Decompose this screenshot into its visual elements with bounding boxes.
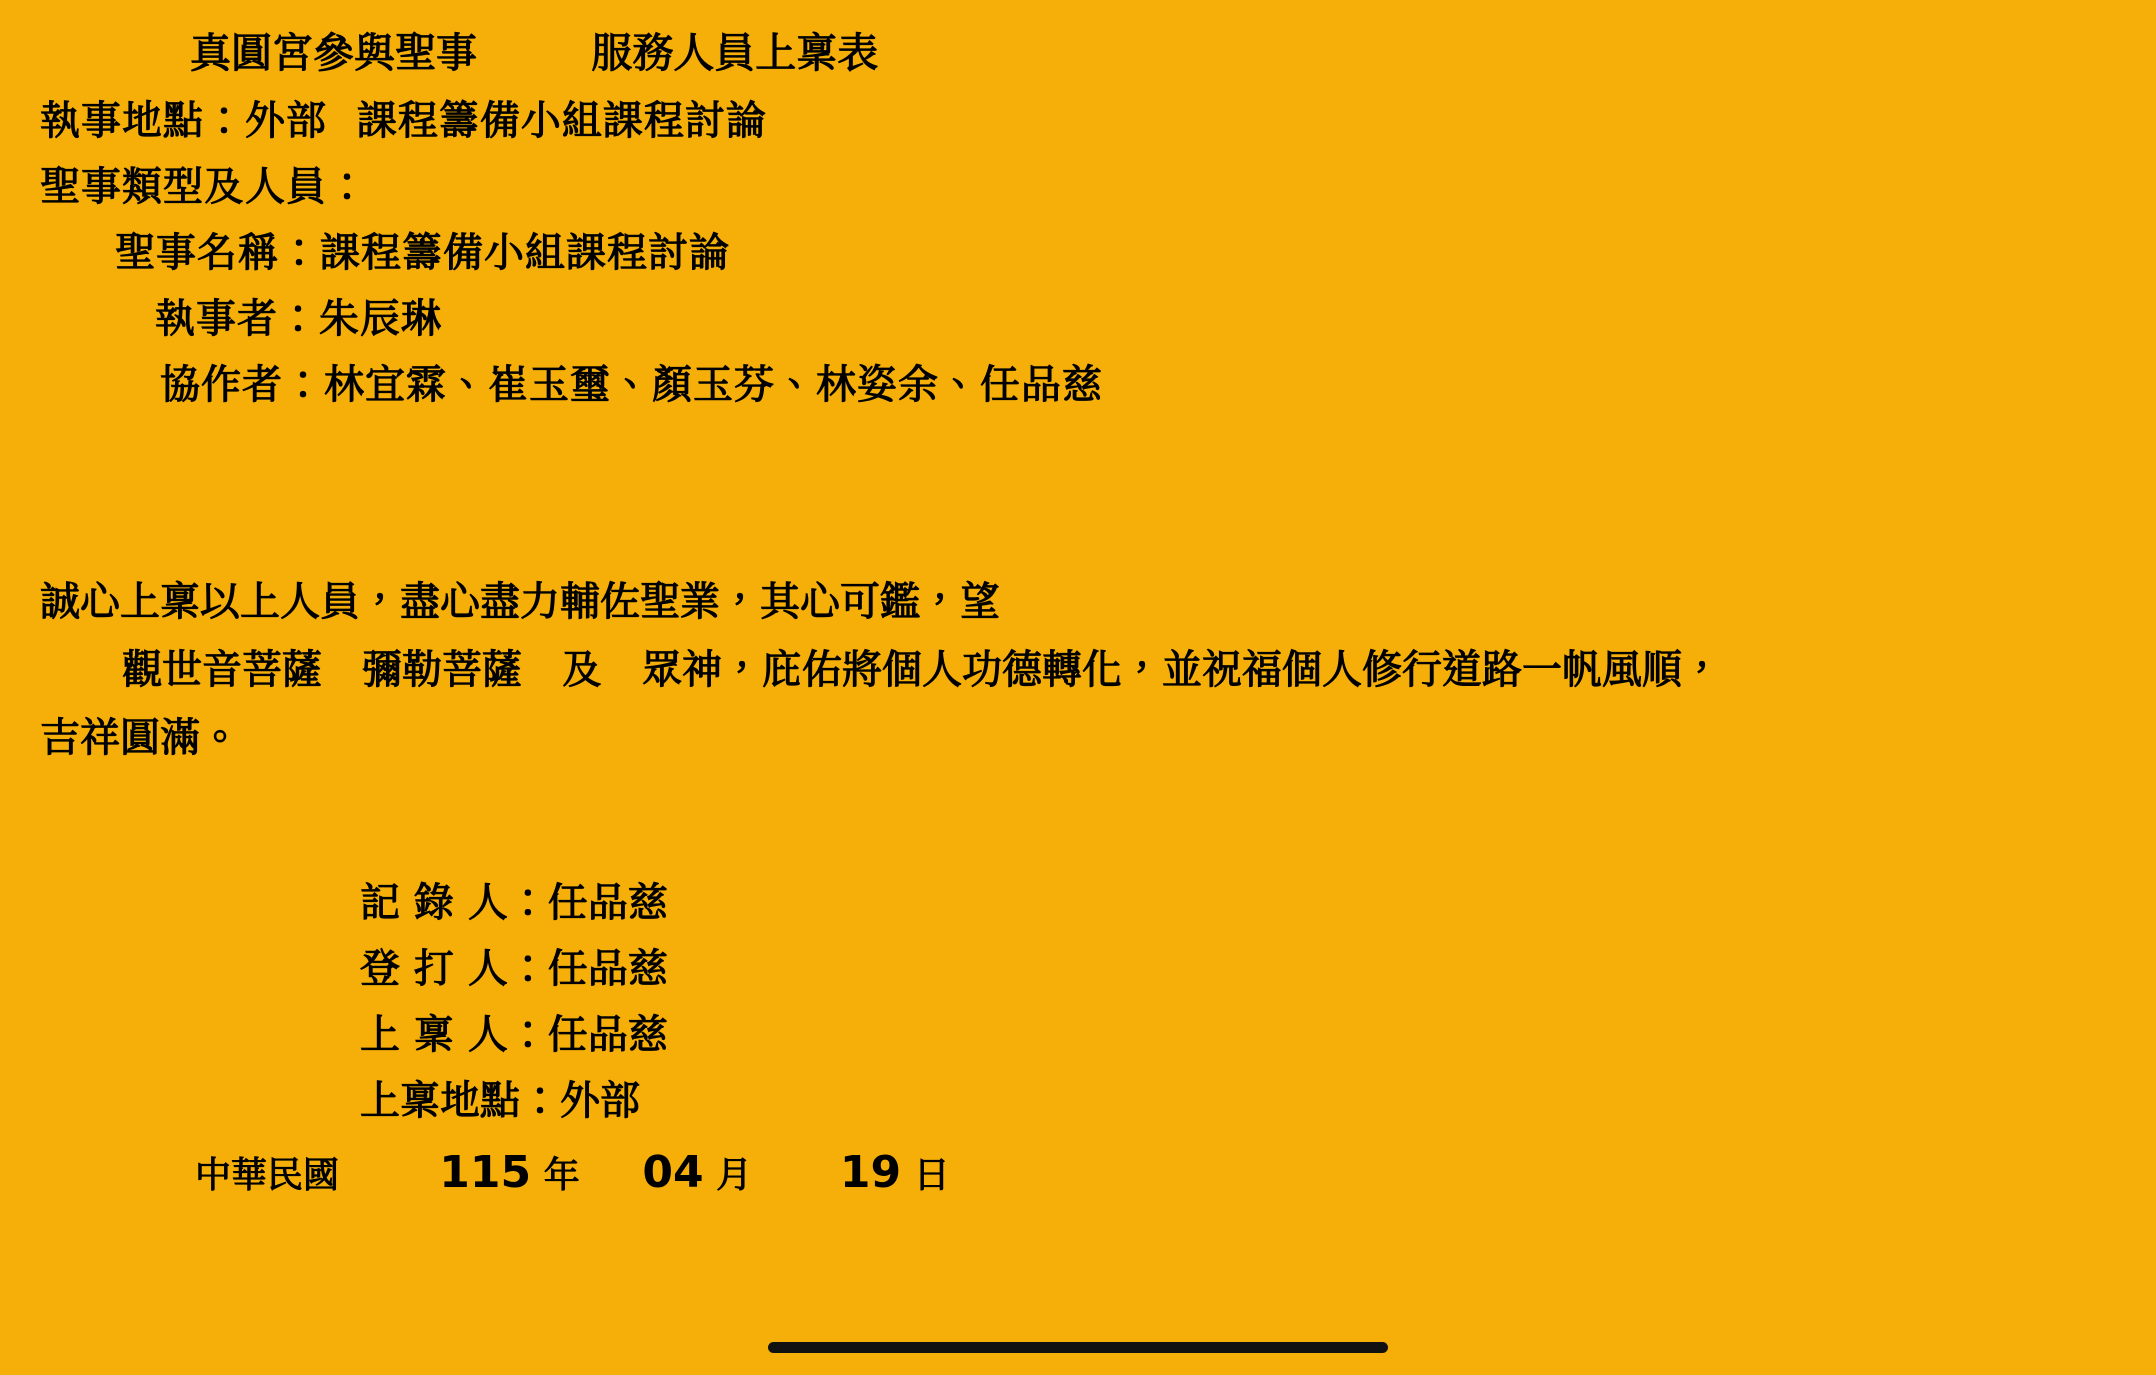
submitter-line: 上 稟 人：任品慈 bbox=[360, 1011, 668, 1058]
blessing-line-1: 誠心上稟以上人員，盡心盡力輔佐聖業，其心可鑑，望 bbox=[40, 578, 1000, 625]
date-month: 04 bbox=[642, 1147, 704, 1198]
spacer bbox=[40, 418, 2116, 568]
location-line: 執事地點：外部 課程籌備小組課程討論 bbox=[40, 97, 767, 144]
officiant-line: 執事者：朱辰琳 bbox=[155, 295, 442, 342]
date-line bbox=[40, 1140, 2116, 1208]
typist-line: 登 打 人：任品慈 bbox=[360, 945, 668, 992]
blessing-line-2: 觀世音菩薩 彌勒菩薩 及 眾神，庇佑將個人功德轉化，並祝福個人修行道路一帆風順， bbox=[122, 646, 1722, 693]
submit-location-line: 上稟地點：外部 bbox=[360, 1077, 640, 1124]
blessing-line-3: 吉祥圓滿。 bbox=[40, 714, 240, 761]
date-era-label: 中華民國 bbox=[195, 1154, 340, 1196]
collaborator-line: 協作者：林宜霖、崔玉璽、顏玉芬、林姿余、任品慈 bbox=[160, 361, 1103, 408]
blessing-line-2-wrapper bbox=[40, 636, 2116, 704]
date-month-unit: 月 bbox=[716, 1154, 753, 1196]
recorder-line: 記 錄 人：任品慈 bbox=[360, 879, 668, 926]
event-name-line: 聖事名稱：課程籌備小組課程討論 bbox=[115, 229, 730, 276]
type-header: 聖事類型及人員： bbox=[40, 163, 368, 210]
date-year-unit: 年 bbox=[543, 1154, 580, 1196]
date-year: 115 bbox=[439, 1147, 532, 1198]
page-title: 真圓宮參與聖事 服務人員上稟表 bbox=[190, 29, 879, 77]
signature-block bbox=[40, 870, 2116, 1134]
home-indicator[interactable] bbox=[768, 1342, 1388, 1353]
date-day: 19 bbox=[839, 1147, 902, 1198]
date-day-unit: 日 bbox=[913, 1154, 950, 1196]
